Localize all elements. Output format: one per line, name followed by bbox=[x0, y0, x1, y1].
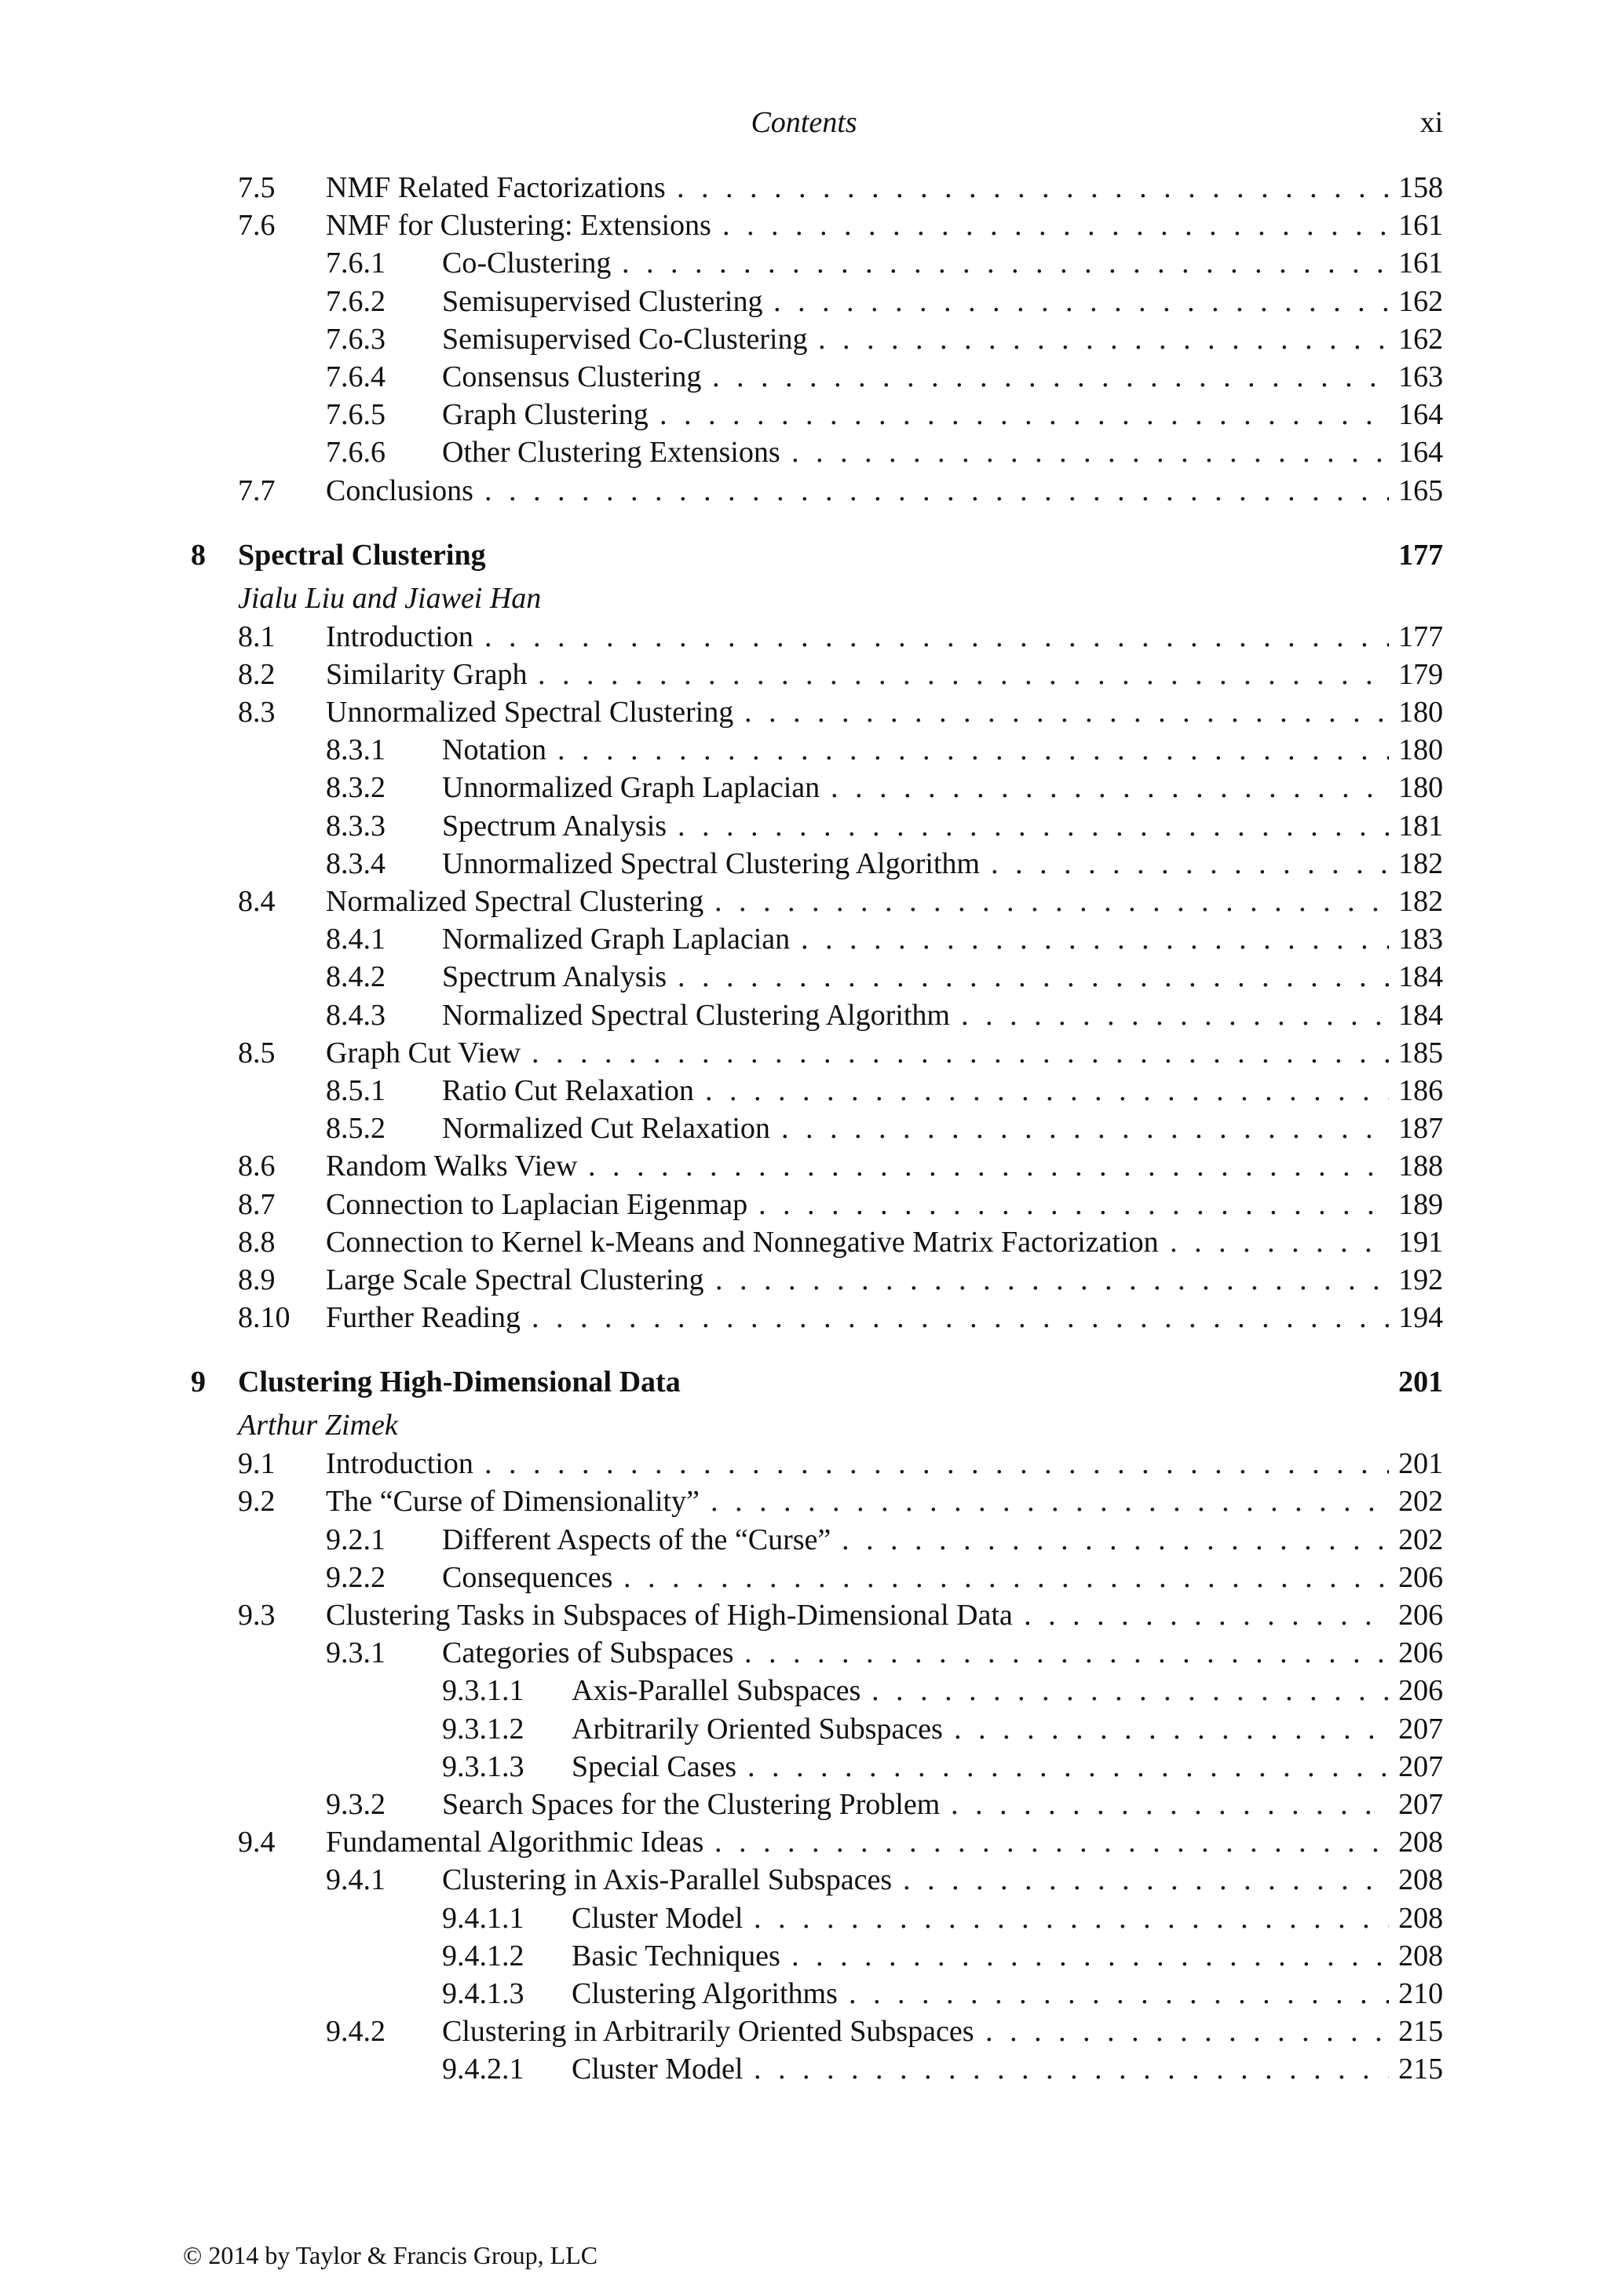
toc-entry[interactable] bbox=[0, 1147, 1608, 1185]
section-number: 8.4.1 bbox=[326, 923, 386, 956]
toc-entry[interactable] bbox=[0, 396, 1608, 433]
section-title: Connection to Kernel k-Means and Nonnegative Matrix Factorization bbox=[326, 1223, 1170, 1261]
toc-entry[interactable] bbox=[0, 1521, 1608, 1559]
section-title: Spectrum Analysis bbox=[442, 807, 678, 845]
section-number: 9.2.1 bbox=[326, 1523, 386, 1556]
toc-entry[interactable] bbox=[0, 1072, 1608, 1110]
section-page: 182 bbox=[1389, 883, 1443, 920]
dot-leader bbox=[588, 1147, 1408, 1185]
dot-leader bbox=[791, 433, 1408, 471]
section-page: 202 bbox=[1389, 1521, 1443, 1559]
section-number: 7.6 bbox=[238, 209, 276, 243]
section-page: 184 bbox=[1389, 958, 1443, 996]
dot-leader bbox=[903, 1861, 1408, 1899]
dot-leader bbox=[622, 244, 1408, 282]
section-page: 207 bbox=[1389, 1786, 1443, 1823]
dot-leader bbox=[985, 2013, 1408, 2050]
section-title: NMF for Clustering: Extensions bbox=[326, 207, 722, 244]
section-number: 9.2.2 bbox=[326, 1560, 386, 1594]
section-number: 8.2 bbox=[238, 657, 276, 691]
toc-entry[interactable] bbox=[0, 433, 1608, 471]
section-title: Further Reading bbox=[326, 1299, 532, 1336]
toc-entry[interactable] bbox=[0, 1034, 1608, 1072]
section-title: NMF Related Factorizations bbox=[326, 169, 677, 207]
section-page: 206 bbox=[1389, 1559, 1443, 1596]
section-page: 194 bbox=[1389, 1299, 1443, 1336]
section-number: 9.4.1 bbox=[326, 1863, 386, 1897]
section-title: Graph Cut View bbox=[326, 1034, 532, 1072]
dot-leader bbox=[678, 807, 1408, 845]
section-page: 163 bbox=[1389, 358, 1443, 396]
section-number: 8.8 bbox=[238, 1225, 276, 1259]
section-page: 165 bbox=[1389, 472, 1443, 510]
toc-entry[interactable] bbox=[0, 472, 1608, 510]
section-number: 9.4.2 bbox=[326, 2015, 386, 2049]
dot-leader bbox=[842, 1521, 1408, 1559]
toc-entry[interactable] bbox=[0, 656, 1608, 693]
toc-entry[interactable] bbox=[0, 807, 1608, 845]
section-page: 186 bbox=[1389, 1072, 1443, 1110]
section-page: 202 bbox=[1389, 1483, 1443, 1520]
section-page: 207 bbox=[1389, 1748, 1443, 1786]
section-page: 208 bbox=[1389, 1937, 1443, 1975]
section-number: 7.6.4 bbox=[326, 360, 386, 393]
toc-entry[interactable] bbox=[0, 1596, 1608, 1634]
section-number: 8.9 bbox=[238, 1263, 276, 1296]
toc-entry[interactable] bbox=[0, 1975, 1608, 2013]
dot-leader bbox=[660, 396, 1408, 433]
section-page: 158 bbox=[1389, 169, 1443, 207]
section-title: Fundamental Algorithmic Ideas bbox=[326, 1823, 714, 1861]
dot-leader bbox=[781, 1110, 1408, 1147]
section-number: 9.1 bbox=[238, 1447, 276, 1481]
section-page: 164 bbox=[1389, 396, 1443, 433]
dot-leader bbox=[484, 618, 1408, 656]
chapter-page: 177 bbox=[1398, 538, 1443, 572]
section-title: Clustering Algorithms bbox=[572, 1975, 849, 2013]
section-number: 8.3.1 bbox=[326, 733, 386, 767]
dot-leader bbox=[791, 1937, 1408, 1975]
section-title: Consequences bbox=[442, 1559, 623, 1596]
section-page: 161 bbox=[1389, 244, 1443, 282]
dot-leader bbox=[714, 883, 1408, 920]
toc-entry[interactable] bbox=[0, 2013, 1608, 2050]
authors-text: Jialu Liu and Jiawei Han bbox=[238, 581, 542, 615]
toc-entry[interactable] bbox=[0, 883, 1608, 920]
dot-leader bbox=[1170, 1223, 1408, 1261]
running-head bbox=[0, 101, 1608, 144]
section-page: 189 bbox=[1389, 1186, 1443, 1223]
section-title: Graph Clustering bbox=[442, 396, 660, 433]
section-number: 8.4 bbox=[238, 885, 276, 918]
dot-leader bbox=[744, 1634, 1408, 1672]
dot-leader bbox=[532, 1034, 1408, 1072]
section-number: 9.3.1.2 bbox=[442, 1712, 524, 1746]
section-title: Ratio Cut Relaxation bbox=[442, 1072, 705, 1110]
dot-leader bbox=[538, 656, 1408, 693]
section-number: 9.4 bbox=[238, 1826, 276, 1859]
section-title: Consensus Clustering bbox=[442, 358, 712, 396]
section-page: 188 bbox=[1389, 1147, 1443, 1185]
table-of-contents bbox=[0, 169, 1608, 2088]
section-number: 8.5.2 bbox=[326, 1112, 386, 1146]
dot-leader bbox=[758, 1186, 1408, 1223]
section-title: Semisupervised Clustering bbox=[442, 283, 773, 320]
toc-entry[interactable] bbox=[0, 2050, 1608, 2088]
toc-entry[interactable] bbox=[0, 1786, 1608, 1823]
section-page: 208 bbox=[1389, 1861, 1443, 1899]
section-number: 7.6.1 bbox=[326, 247, 386, 280]
toc-entry[interactable] bbox=[0, 1261, 1608, 1299]
toc-entry[interactable] bbox=[0, 169, 1608, 207]
toc-entry[interactable] bbox=[0, 1861, 1608, 1899]
section-number: 7.6.5 bbox=[326, 398, 386, 432]
section-number: 7.7 bbox=[238, 473, 276, 507]
toc-entry[interactable] bbox=[0, 693, 1608, 731]
section-number: 8.3.2 bbox=[326, 771, 386, 805]
section-number: 8.1 bbox=[238, 620, 276, 653]
toc-entry[interactable] bbox=[0, 769, 1608, 806]
toc-entry[interactable] bbox=[0, 1710, 1608, 1748]
section-title: Unnormalized Spectral Clustering bbox=[326, 693, 744, 731]
section-title: Other Clustering Extensions bbox=[442, 433, 791, 471]
dot-leader bbox=[801, 920, 1408, 958]
section-page: 185 bbox=[1389, 1034, 1443, 1072]
dot-leader bbox=[712, 358, 1408, 396]
section-title: Cluster Model bbox=[572, 2050, 754, 2088]
section-title: Basic Techniques bbox=[572, 1937, 791, 1975]
toc-entry[interactable] bbox=[0, 1445, 1608, 1483]
section-number: 9.3.1.3 bbox=[442, 1749, 524, 1783]
section-title: The “Curse of Dimensionality” bbox=[326, 1483, 711, 1520]
section-title: Introduction bbox=[326, 618, 484, 656]
section-title: Clustering Tasks in Subspaces of High-Dimensional Data bbox=[326, 1596, 1024, 1634]
dot-leader bbox=[557, 731, 1408, 769]
dot-leader bbox=[961, 996, 1408, 1034]
dot-leader bbox=[744, 693, 1408, 731]
section-page: 179 bbox=[1389, 656, 1443, 693]
section-number: 9.3.2 bbox=[326, 1787, 386, 1821]
section-title: Normalized Spectral Clustering bbox=[326, 883, 714, 920]
section-page: 192 bbox=[1389, 1261, 1443, 1299]
dot-leader bbox=[722, 207, 1408, 244]
section-number: 9.3.1.1 bbox=[442, 1674, 524, 1708]
section-number: 7.6.6 bbox=[326, 436, 386, 470]
chapter-title: Spectral Clustering bbox=[238, 538, 486, 572]
section-number: 9.4.1.1 bbox=[442, 1901, 524, 1935]
chapter-heading[interactable] bbox=[0, 1358, 1608, 1406]
dot-leader bbox=[677, 169, 1408, 207]
dot-leader bbox=[954, 1710, 1408, 1748]
section-title: Random Walks View bbox=[326, 1147, 588, 1185]
toc-entry[interactable] bbox=[0, 958, 1608, 996]
section-number: 8.4.2 bbox=[326, 960, 386, 994]
section-number: 8.6 bbox=[238, 1150, 276, 1183]
section-number: 9.3 bbox=[238, 1599, 276, 1632]
dot-leader bbox=[951, 1786, 1408, 1823]
chapter-number: 8 bbox=[191, 538, 206, 572]
section-title: Arbitrarily Oriented Subspaces bbox=[572, 1710, 954, 1748]
section-number: 8.10 bbox=[238, 1301, 291, 1335]
section-page: 208 bbox=[1389, 1899, 1443, 1937]
section-page: 208 bbox=[1389, 1823, 1443, 1861]
toc-entry[interactable] bbox=[0, 358, 1608, 396]
toc-entry[interactable] bbox=[0, 244, 1608, 282]
toc-entry[interactable] bbox=[0, 283, 1608, 320]
section-number: 8.3.4 bbox=[326, 846, 386, 880]
chapter-title: Clustering High-Dimensional Data bbox=[238, 1366, 681, 1399]
section-title: Categories of Subspaces bbox=[442, 1634, 744, 1672]
section-title: Large Scale Spectral Clustering bbox=[326, 1261, 715, 1299]
section-page: 187 bbox=[1389, 1110, 1443, 1147]
section-page: 206 bbox=[1389, 1672, 1443, 1709]
running-title: Contents bbox=[751, 106, 857, 139]
copyright-footer: © 2014 by Taylor & Francis Group, LLC bbox=[183, 2241, 598, 2269]
toc-entry[interactable] bbox=[0, 1223, 1608, 1261]
section-title: Search Spaces for the Clustering Problem bbox=[442, 1786, 951, 1823]
dot-leader bbox=[872, 1672, 1408, 1709]
section-title: Similarity Graph bbox=[326, 656, 538, 693]
section-title: Special Cases bbox=[572, 1748, 747, 1786]
chapter-authors bbox=[0, 579, 1608, 618]
section-page: 182 bbox=[1389, 845, 1443, 883]
section-title: Different Aspects of the “Curse” bbox=[442, 1521, 842, 1559]
page-number: xi bbox=[1420, 106, 1443, 139]
section-number: 8.5.1 bbox=[326, 1073, 386, 1107]
toc-entry[interactable] bbox=[0, 1110, 1608, 1147]
toc-entry[interactable] bbox=[0, 1483, 1608, 1520]
section-number: 9.3.1 bbox=[326, 1636, 386, 1670]
section-number: 7.6.2 bbox=[326, 284, 386, 318]
dot-leader bbox=[1024, 1596, 1408, 1634]
dot-leader bbox=[714, 1823, 1408, 1861]
section-title: Normalized Spectral Clustering Algorithm bbox=[442, 996, 961, 1034]
dot-leader bbox=[678, 958, 1408, 996]
section-number: 8.7 bbox=[238, 1187, 276, 1221]
toc-entry[interactable] bbox=[0, 1748, 1608, 1786]
dot-leader bbox=[754, 1899, 1408, 1937]
section-page: 210 bbox=[1389, 1975, 1443, 2013]
section-page: 215 bbox=[1389, 2013, 1443, 2050]
toc-entry[interactable] bbox=[0, 845, 1608, 883]
toc-entry[interactable] bbox=[0, 1186, 1608, 1223]
section-number: 9.4.1.2 bbox=[442, 1939, 524, 1972]
dot-leader bbox=[715, 1261, 1408, 1299]
section-number: 8.4.3 bbox=[326, 998, 386, 1032]
dot-leader bbox=[818, 320, 1408, 358]
toc-entry[interactable] bbox=[0, 1823, 1608, 1861]
section-page: 191 bbox=[1389, 1223, 1443, 1261]
section-page: 207 bbox=[1389, 1710, 1443, 1748]
section-number: 9.2 bbox=[238, 1485, 276, 1519]
section-title: Clustering in Arbitrarily Oriented Subspaces bbox=[442, 2013, 985, 2050]
section-number: 9.4.1.3 bbox=[442, 1976, 524, 2010]
dot-leader bbox=[849, 1975, 1408, 2013]
section-title: Notation bbox=[442, 731, 557, 769]
toc-entry[interactable] bbox=[0, 207, 1608, 244]
section-title: Connection to Laplacian Eigenmap bbox=[326, 1186, 758, 1223]
section-title: Unnormalized Graph Laplacian bbox=[442, 769, 831, 806]
dot-leader bbox=[484, 1445, 1408, 1483]
section-page: 164 bbox=[1389, 433, 1443, 471]
section-page: 206 bbox=[1389, 1634, 1443, 1672]
toc-entry[interactable] bbox=[0, 1559, 1608, 1596]
section-title: Conclusions bbox=[326, 472, 484, 510]
dot-leader bbox=[991, 845, 1408, 883]
section-page: 215 bbox=[1389, 2050, 1443, 2088]
dot-leader bbox=[754, 2050, 1408, 2088]
section-title: Introduction bbox=[326, 1445, 484, 1483]
toc-entry[interactable] bbox=[0, 1899, 1608, 1937]
dot-leader bbox=[831, 769, 1408, 806]
dot-leader bbox=[773, 283, 1408, 320]
section-title: Cluster Model bbox=[572, 1899, 754, 1937]
section-number: 7.5 bbox=[238, 171, 276, 204]
section-page: 161 bbox=[1389, 207, 1443, 244]
section-title: Axis-Parallel Subspaces bbox=[572, 1672, 872, 1709]
chapter-authors bbox=[0, 1406, 1608, 1445]
chapter-page: 201 bbox=[1398, 1366, 1443, 1399]
section-page: 162 bbox=[1389, 283, 1443, 320]
toc-entry[interactable] bbox=[0, 996, 1608, 1034]
section-title: Spectrum Analysis bbox=[442, 958, 678, 996]
section-page: 184 bbox=[1389, 996, 1443, 1034]
section-title: Clustering in Axis-Parallel Subspaces bbox=[442, 1861, 903, 1899]
section-number: 7.6.3 bbox=[326, 322, 386, 356]
section-title: Semisupervised Co-Clustering bbox=[442, 320, 818, 358]
section-number: 8.3 bbox=[238, 696, 276, 729]
authors-text: Arthur Zimek bbox=[238, 1409, 398, 1442]
chapter-number: 9 bbox=[191, 1366, 206, 1399]
section-page: 180 bbox=[1389, 693, 1443, 731]
toc-entry[interactable] bbox=[0, 1634, 1608, 1672]
toc-entry[interactable] bbox=[0, 731, 1608, 769]
section-page: 183 bbox=[1389, 920, 1443, 958]
dot-leader bbox=[484, 472, 1408, 510]
section-title: Normalized Cut Relaxation bbox=[442, 1110, 781, 1147]
toc-entry[interactable] bbox=[0, 1937, 1608, 1975]
toc-entry[interactable] bbox=[0, 320, 1608, 358]
section-page: 162 bbox=[1389, 320, 1443, 358]
section-number: 8.5 bbox=[238, 1036, 276, 1069]
dot-leader bbox=[623, 1559, 1408, 1596]
section-title: Unnormalized Spectral Clustering Algorithm bbox=[442, 845, 991, 883]
dot-leader bbox=[532, 1299, 1408, 1336]
section-page: 181 bbox=[1389, 807, 1443, 845]
dot-leader bbox=[747, 1748, 1408, 1786]
section-page: 180 bbox=[1389, 731, 1443, 769]
chapter-heading[interactable] bbox=[0, 532, 1608, 579]
section-title: Normalized Graph Laplacian bbox=[442, 920, 801, 958]
dot-leader bbox=[705, 1072, 1408, 1110]
section-number: 9.4.2.1 bbox=[442, 2053, 524, 2086]
section-page: 180 bbox=[1389, 769, 1443, 806]
toc-entry[interactable] bbox=[0, 920, 1608, 958]
toc-entry[interactable] bbox=[0, 1299, 1608, 1336]
dot-leader bbox=[711, 1483, 1408, 1520]
section-page: 177 bbox=[1389, 618, 1443, 656]
toc-entry[interactable] bbox=[0, 1672, 1608, 1709]
section-number: 8.3.3 bbox=[326, 809, 386, 843]
toc-entry[interactable] bbox=[0, 618, 1608, 656]
section-title: Co-Clustering bbox=[442, 244, 622, 282]
section-page: 206 bbox=[1389, 1596, 1443, 1634]
section-page: 201 bbox=[1389, 1445, 1443, 1483]
